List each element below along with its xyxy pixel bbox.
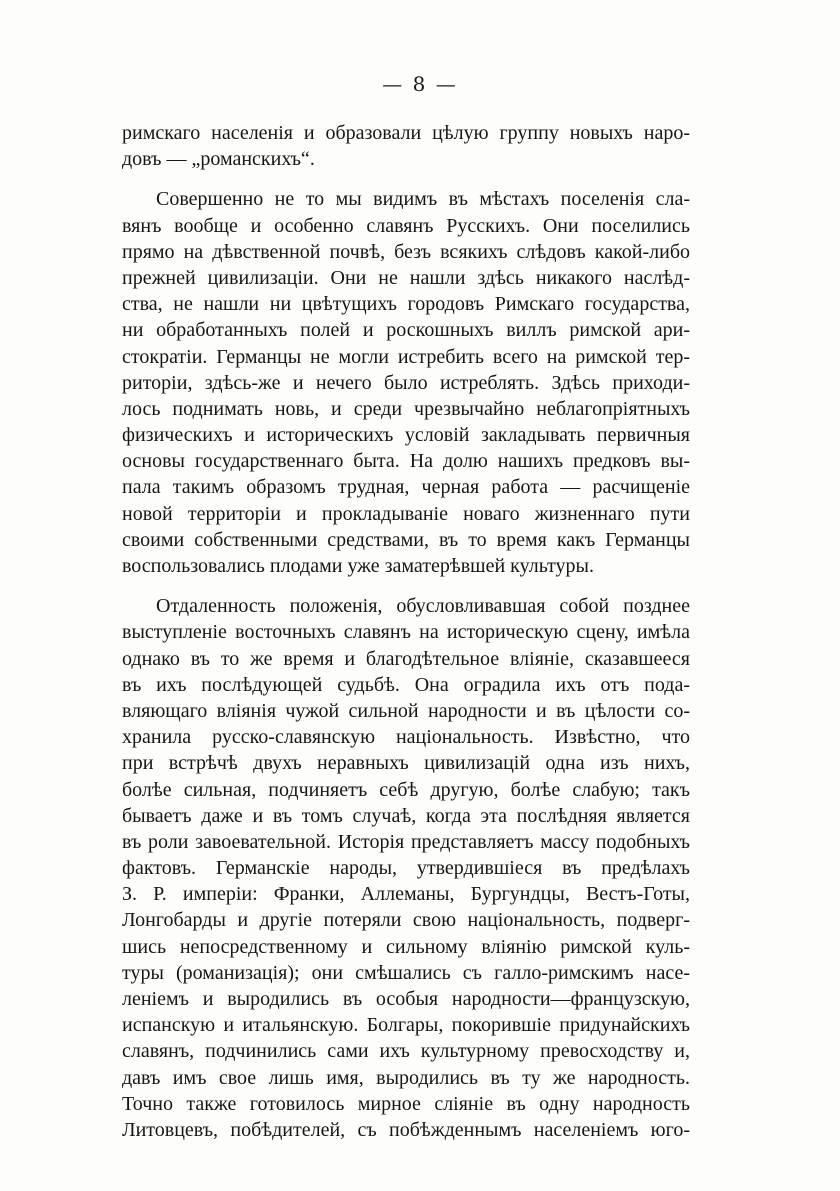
text-line: физическихъ и историческихъ условій закладывать первичныя xyxy=(122,424,690,447)
text-line: въ ихъ послѣдующей судьбѣ. Она оградила ихъ отъ пода- xyxy=(122,673,690,696)
text-line: испанскую и итальянскую. Болгары, покорившіе придунайскихъ xyxy=(122,1014,690,1037)
paragraph-gap xyxy=(122,172,690,186)
text-line: довъ — „романскихъ“. xyxy=(122,148,315,171)
text-line: бываетъ даже и въ томъ случаѣ, когда эта послѣдняя является xyxy=(122,804,690,827)
text-line: пала такимъ образомъ трудная, черная работа — расчищеніе xyxy=(122,476,690,499)
text-line: вянъ вообще и особенно славянъ Русскихъ. Они поселились xyxy=(122,214,690,237)
paragraph-gap xyxy=(122,579,690,593)
text-line: Лонгобарды и другіе потеряли свою національность, подверг- xyxy=(122,909,690,932)
text-line: однако въ то же время и благодѣтельное вліяніе, сказавшееся xyxy=(122,647,690,670)
paragraph xyxy=(122,120,690,172)
text-line: Точно также готовилось мирное сліяніе въ одну народность xyxy=(122,1092,690,1115)
text-line: риторіи, здѣсь-же и нечего было истреблять. Здѣсь приходи- xyxy=(122,371,690,394)
text-line: лось поднимать новь, и среди чрезвычайно неблагопріятныхъ xyxy=(122,397,690,420)
text-line: шись непосредственному и сильному вліянію римской куль- xyxy=(122,935,690,958)
text-line: въ роли завоевательной. Исторія представляетъ массу подобныхъ xyxy=(122,830,690,853)
page-number: — 8 — xyxy=(382,72,458,96)
text-line: ни обработанныхъ полей и роскошныхъ виллъ римской ари- xyxy=(122,319,690,342)
text-line: прежней цивилизаціи. Они не нашли здѣсь никакого наслѣд- xyxy=(122,266,690,289)
text-line: леніемъ и выродились въ особыя народности—французскую, xyxy=(122,988,690,1010)
text-line: хранила русско-славянскую національность. Извѣстно, что xyxy=(122,726,690,749)
text-line: стократіи. Германцы не могли истребить всего на римской тер- xyxy=(122,345,690,368)
text-line: воспользовались плодами уже заматерѣвшей культуры. xyxy=(122,555,594,577)
text-line: основы государственнаго быта. На долю нашихъ предковъ вы- xyxy=(122,450,690,473)
text-line: прямо на дѣвственной почвѣ, безъ всякихъ слѣдовъ какой-либо xyxy=(122,240,690,263)
paragraph xyxy=(122,186,690,579)
text-line: римскаго населенія и образовали цѣлую группу новыхъ наро- xyxy=(122,122,690,144)
text-line: при встрѣчѣ двухъ неравныхъ цивилизацій одна изъ нихъ, xyxy=(122,752,690,775)
text-line: Совершенно не то мы видимъ въ мѣстахъ поселенія сла- xyxy=(156,188,690,211)
text-line: ства, не нашли ни цвѣтущихъ городовъ Римскаго государства, xyxy=(122,293,690,316)
text-line: новой территоріи и прокладываніе новаго жизненнаго пути xyxy=(122,502,690,525)
text-line: своими собственными средствами, въ то время какъ Германцы xyxy=(122,528,690,551)
text-line: болѣе сильная, подчиняетъ себѣ другую, болѣе слабую; такъ xyxy=(122,778,690,801)
text-line: вляющаго вліянія чужой сильной народности и въ цѣлости со- xyxy=(122,699,690,722)
text-line: давъ имъ свое лишь имя, выродились въ ту же народность. xyxy=(122,1066,690,1089)
text-line: З. Р. имперіи: Франки, Аллеманы, Бургундцы, Вестъ-Готы, xyxy=(122,883,690,906)
text-line: фактовъ. Германскіе народы, утвердившіеся въ предѣлахъ xyxy=(122,857,690,880)
body-text xyxy=(122,120,690,1143)
text-line: выступленіе восточныхъ славянъ на историческую сцену, имѣла xyxy=(122,621,690,644)
paragraph xyxy=(122,593,690,1143)
text-line: Отдаленность положенія, обусловливавшая собой позднее xyxy=(156,595,690,618)
text-line: Литовцевъ, побѣдителей, съ побѣжденнымъ населеніемъ юго- xyxy=(122,1118,690,1141)
text-line: славянъ, подчинились сами ихъ культурному превосходству и, xyxy=(122,1040,690,1063)
text-line: туры (романизація); они смѣшались съ галло-римскимъ насе- xyxy=(122,961,690,984)
